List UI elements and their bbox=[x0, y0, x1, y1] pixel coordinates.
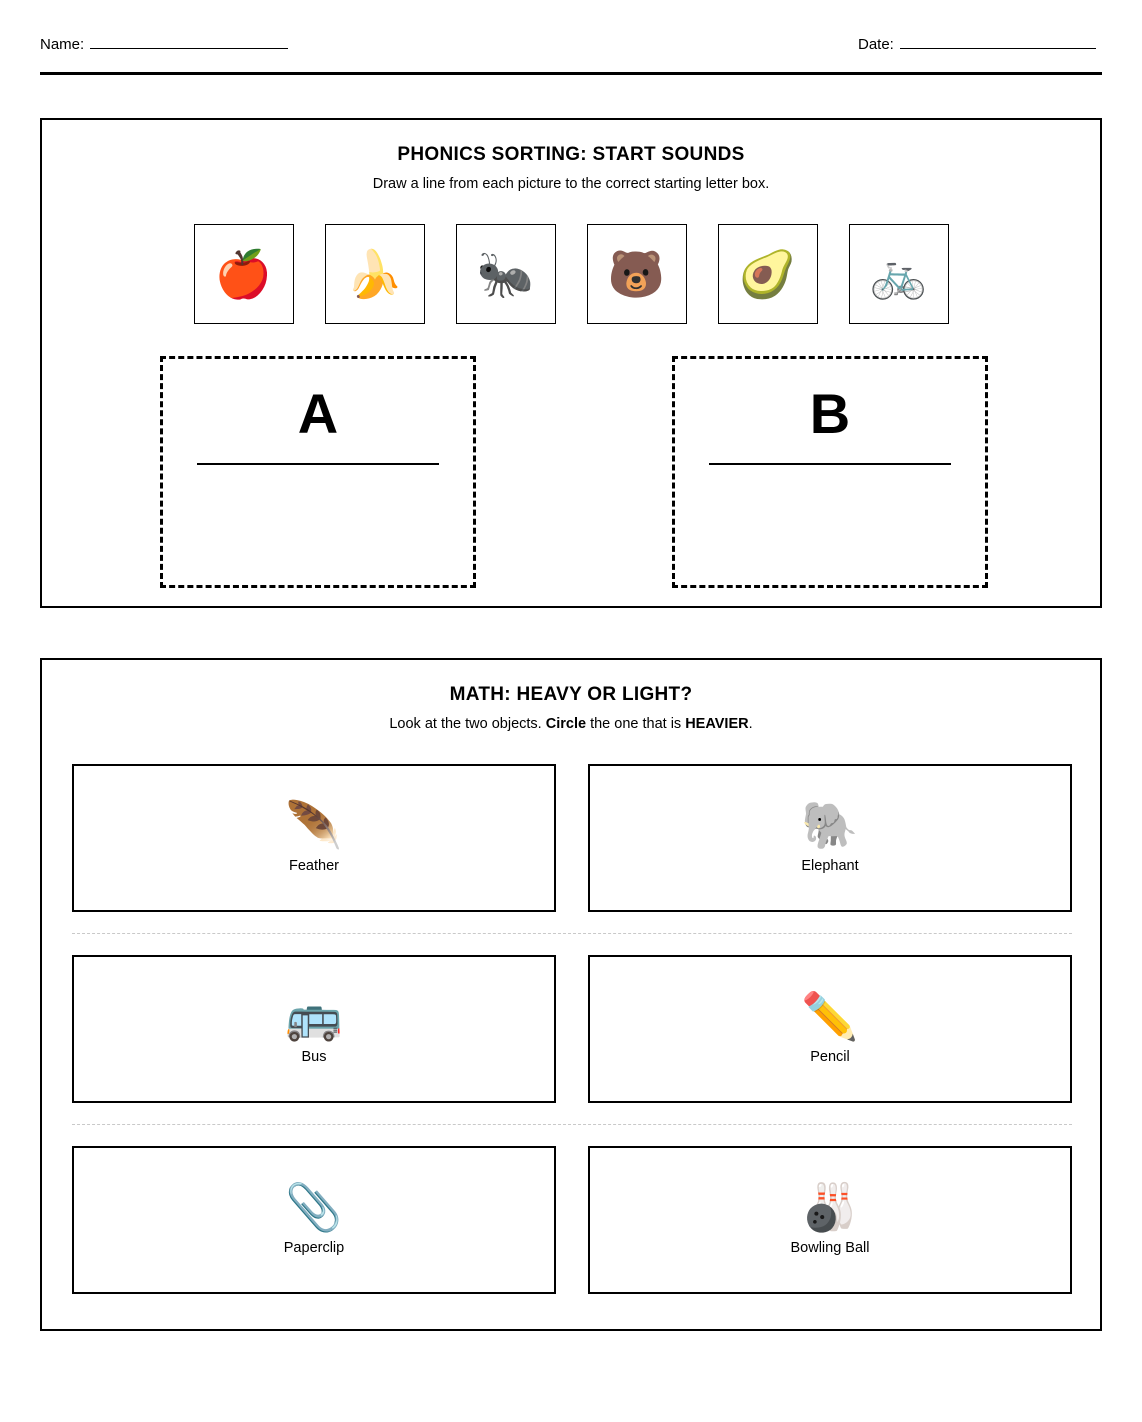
math-card-label: Bus bbox=[301, 1049, 327, 1065]
picture-card-bear[interactable] bbox=[587, 224, 687, 324]
math-card-elephant[interactable] bbox=[588, 764, 1072, 912]
elephant-icon: 🐘 bbox=[801, 799, 859, 851]
paperclip-icon: 📎 bbox=[285, 1181, 343, 1233]
date-label: Date: bbox=[858, 36, 894, 53]
picture-card-apple[interactable] bbox=[194, 224, 294, 324]
pencil-icon: ✏️ bbox=[801, 990, 859, 1042]
bowling-ball-icon: 🎳 bbox=[801, 1181, 859, 1233]
letter-box-a[interactable] bbox=[160, 356, 476, 588]
name-write-line[interactable] bbox=[90, 48, 288, 49]
math-card-label: Feather bbox=[289, 858, 339, 874]
letter-a-write-line[interactable] bbox=[197, 463, 439, 465]
picture-card-ant[interactable] bbox=[456, 224, 556, 324]
apple-icon: 🍎 bbox=[214, 248, 273, 300]
math-subtitle-part3: . bbox=[748, 716, 753, 732]
math-card-label: Bowling Ball bbox=[790, 1240, 870, 1256]
letter-b-write-line[interactable] bbox=[709, 463, 951, 465]
math-row-3 bbox=[72, 1146, 1072, 1294]
math-row-1 bbox=[72, 764, 1072, 912]
math-card-bowling-ball[interactable] bbox=[588, 1146, 1072, 1294]
math-title: MATH: HEAVY OR LIGHT? bbox=[449, 684, 693, 705]
phonics-picture-row bbox=[42, 224, 1100, 324]
math-subtitle bbox=[42, 716, 1100, 732]
date-field[interactable] bbox=[858, 36, 1096, 54]
math-subtitle-bold-heavier: HEAVIER bbox=[685, 716, 749, 732]
phonics-letter-row bbox=[160, 356, 988, 588]
header-divider bbox=[40, 72, 1102, 75]
header-fields bbox=[40, 36, 1102, 58]
math-section bbox=[40, 658, 1102, 1331]
math-row-separator bbox=[72, 933, 1072, 934]
letter-box-b[interactable] bbox=[672, 356, 988, 588]
math-subtitle-part2: the one that is bbox=[586, 716, 686, 732]
math-card-bus[interactable] bbox=[72, 955, 556, 1103]
name-label: Name: bbox=[40, 36, 85, 53]
math-card-pencil[interactable] bbox=[588, 955, 1072, 1103]
math-card-label: Elephant bbox=[801, 858, 859, 874]
math-card-label: Pencil bbox=[810, 1049, 850, 1065]
bus-icon: 🚌 bbox=[285, 990, 343, 1042]
bear-icon: 🐻 bbox=[607, 248, 666, 300]
picture-card-banana[interactable] bbox=[325, 224, 425, 324]
letter-b-glyph: B bbox=[809, 382, 851, 445]
name-field[interactable] bbox=[40, 36, 288, 54]
feather-icon: 🪶 bbox=[285, 799, 343, 851]
math-card-label: Paperclip bbox=[283, 1240, 345, 1256]
math-card-feather[interactable] bbox=[72, 764, 556, 912]
letter-a-glyph: A bbox=[297, 382, 339, 445]
picture-card-avocado[interactable] bbox=[718, 224, 818, 324]
worksheet-header bbox=[40, 0, 1102, 78]
math-card-paperclip[interactable] bbox=[72, 1146, 556, 1294]
phonics-subtitle: Draw a line from each picture to the correct starting letter box. bbox=[372, 176, 770, 192]
math-subtitle-part1: Look at the two objects. bbox=[389, 716, 546, 732]
math-subtitle-bold-circle: Circle bbox=[545, 716, 587, 732]
math-row-separator bbox=[72, 1124, 1072, 1125]
date-write-line[interactable] bbox=[900, 48, 1096, 49]
math-comparison-list bbox=[72, 764, 1072, 1294]
avocado-icon: 🥑 bbox=[738, 248, 797, 300]
picture-card-bicycle[interactable] bbox=[849, 224, 949, 324]
math-row-2 bbox=[72, 955, 1072, 1103]
ant-icon: 🐜 bbox=[476, 248, 535, 300]
banana-icon: 🍌 bbox=[345, 248, 404, 300]
bicycle-icon: 🚲 bbox=[869, 248, 928, 300]
phonics-section bbox=[40, 118, 1102, 608]
phonics-title: PHONICS SORTING: START SOUNDS bbox=[397, 144, 745, 165]
